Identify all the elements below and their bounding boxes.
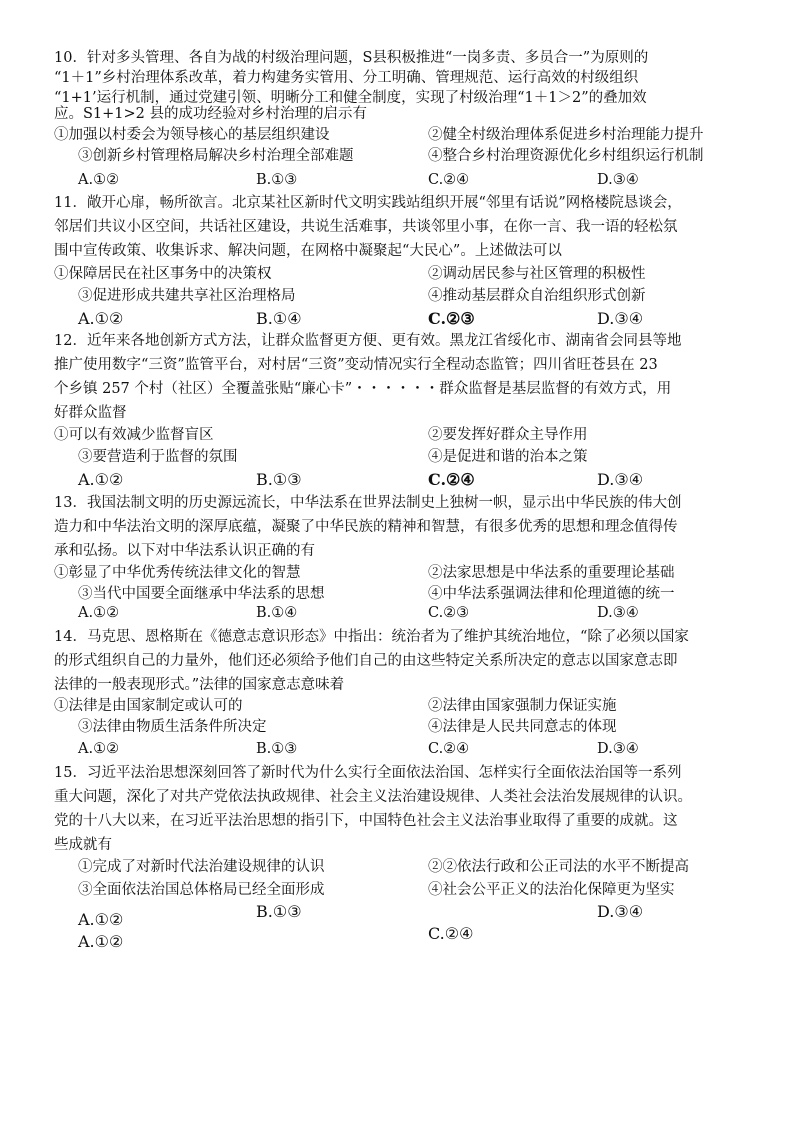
- q10-choice-d: D.③④: [597, 172, 639, 188]
- q10-stem-line: “1＋1”乡村治理体系改革，着力构建务实管用、分工明确、管理规范、运行高效的村级组织: [54, 70, 639, 86]
- q12-option-3: ③要营造利于监督的氛围: [78, 449, 238, 465]
- q11-choice-b: B.①④: [256, 309, 302, 328]
- q14-choice-a: A.①②: [78, 741, 120, 757]
- q14-choice-c: C.②④: [428, 741, 470, 757]
- q15-choice-b: B.①③: [256, 902, 302, 921]
- q13-option-2: ②法家思想是中华法系的重要理论基础: [428, 565, 675, 581]
- q15-choice-a: A.①②: [78, 910, 124, 929]
- q13-choice-b: B.①④: [256, 605, 298, 621]
- q15-stem-line: 党的十八大以来，在习近平法治思想的指引下，中国特色社会主义法治事业取得了重要的成就。这: [54, 813, 678, 829]
- q12-option-1: ①可以有效减少监督盲区: [54, 427, 214, 443]
- q12-choice-b: B.①③: [256, 470, 302, 489]
- q13-stem-line: 承和弘扬。以下对中华法系认识正确的有: [54, 543, 315, 559]
- q12-option-2: ②要发挥好群众主导作用: [428, 427, 588, 443]
- q10-option-3: ③创新乡村管理格局解决乡村治理全部难题: [78, 148, 354, 164]
- q13-stem-line: 13．我国法制文明的历史源远流长，中华法系在世界法制史上独树一帜，显示出中华民族的伟大创: [54, 495, 682, 511]
- q15-option-4: ④社会公平正义的法治化保障更为坚实: [428, 882, 675, 898]
- q11-option-1: ①保障居民在社区事务中的决策权: [54, 266, 272, 282]
- q10-choice-c: C.②④: [428, 172, 470, 188]
- q10-choice-a: A.①②: [78, 172, 120, 188]
- q11-stem-line: 围中宣传政策、收集诉求、解决问题，在网格中凝聚起“大民心”。上述做法可以: [54, 243, 562, 259]
- q10-option-1: ①加强以村委会为领导核心的基层组织建设: [54, 127, 330, 143]
- q11-choice-c: C.②③: [428, 309, 475, 328]
- q15-option-2: ②②依法行政和公正司法的水平不断提高: [428, 859, 689, 875]
- q14-option-2: ②法律由国家强制力保证实施: [428, 698, 617, 714]
- q11-option-2: ②调动居民参与社区管理的积极性: [428, 266, 646, 282]
- q14-choice-d: D.③④: [597, 741, 639, 757]
- q11-stem-line: 11．敞开心扉，畅所欲言。北京某社区新时代文明实践站组织开展“邻里有话说”网格楼院恳谈会，: [54, 195, 682, 211]
- q15-option-1: ①完成了对新时代法治建设规律的认识: [78, 859, 325, 875]
- q13-choice-d: D.③④: [597, 605, 639, 621]
- q13-choice-c: C.②③: [428, 605, 470, 621]
- q13-stem-line: 造力和中华法治文明的深厚底蕴，凝聚了中华民族的精神和智慧，有很多优秀的思想和理念值得传: [54, 519, 678, 535]
- q14-option-4: ④法律是人民共同意志的体现: [428, 719, 617, 735]
- q11-option-3: ③促进形成共建共享社区治理格局: [78, 288, 296, 304]
- q10-stem-line: “1+1’运行机制，通过党建引领、明晰分工和健全制度，实现了村级治理“1＋1＞2”的叠加效: [54, 90, 647, 106]
- q14-stem-line: 的形式组织自己的力量外，他们还必须给予他们自己的由这些特定关系所决定的意志以国家意志即: [54, 653, 678, 669]
- q15-choice-c: C.②④: [428, 924, 474, 943]
- q11-option-4: ④推动基层群众自治组织形式创新: [428, 288, 646, 304]
- q14-stem-line: 14．马克思、恩格斯在《德意志意识形态》中指出：统治者为了维护其统治地位，“除了必须以国家: [54, 629, 689, 645]
- q15-option-3: ③全面依法治国总体格局已经全面形成: [78, 882, 325, 898]
- q13-option-3: ③当代中国要全面继承中华法系的思想: [78, 586, 325, 602]
- q15-stem-line: 15．习近平法治思想深刻回答了新时代为什么实行全面依法治国、怎样实行全面依法治国等一系列: [54, 765, 682, 781]
- q11-stem-line: 邻居们共议小区空间，共话社区建设，共说生活难事，共谈邻里小事，在你一言、我一语的轻松氛: [54, 219, 678, 235]
- q11-choice-a: A.①②: [78, 309, 124, 328]
- q10-stem-line: 10．针对多头管理、各自为战的村级治理问题，S县积极推进“一岗多责、多员合一”为原则的: [54, 50, 649, 66]
- q12-stem-line: 好群众监督: [54, 405, 127, 421]
- q14-option-3: ③法律由物质生活条件所决定: [78, 719, 267, 735]
- q10-stem-line: 应。S1+1>2 县的成功经验对乡村治理的启示有: [54, 106, 368, 122]
- q14-option-1: ①法律是由国家制定或认可的: [54, 698, 243, 714]
- q14-stem-line: 法律的一般表现形式。”法律的国家意志意味着: [54, 677, 345, 693]
- q14-choice-b: B.①③: [256, 741, 298, 757]
- q12-choice-a: A.①②: [78, 470, 124, 489]
- q12-option-4: ④是促进和谐的治本之策: [428, 449, 588, 465]
- q12-stem-line: 推广使用数字“三资”监管平台，对村居“三资”变动情况实行全程动态监管；四川省旺苍县在 23: [54, 357, 658, 373]
- q12-stem-line: 12．近年来各地创新方式方法，让群众监督更方便、更有效。黑龙江省绥化市、湖南省会同县等地: [54, 333, 682, 349]
- q11-choice-d: D.③④: [597, 309, 644, 328]
- q12-choice-d: D.③④: [597, 470, 644, 489]
- q13-option-4: ④中华法系强调法律和伦理道德的统一: [428, 586, 675, 602]
- q12-choice-c: C.②④: [428, 470, 475, 489]
- q15-choice-a-duplicate-clipped: [78, 932, 158, 951]
- q10-option-2: ②健全村级治理体系促进乡村治理能力提升: [428, 127, 704, 143]
- q15-stem-line: 重大问题，深化了对共产党依法执政规律、社会主义法治建设规律、人类社会法治发展规律的认识。: [54, 789, 692, 805]
- q13-choice-a: A.①②: [78, 605, 120, 621]
- q10-choice-b: B.①③: [256, 172, 298, 188]
- q15-stem-line: 些成就有: [54, 837, 112, 853]
- q15-choice-d: D.③④: [597, 902, 644, 921]
- q10-option-4: ④整合乡村治理资源优化乡村组织运行机制: [428, 148, 704, 164]
- q12-stem-line: 个乡镇 257 个村（社区）全覆盖张贴“廉心卡”・・・・・・群众监督是基层监督的有效方式，用: [54, 381, 672, 397]
- q15-choice-a-duplicate: A.①②: [78, 932, 124, 951]
- q13-option-1: ①彰显了中华优秀传统法律文化的智慧: [54, 565, 301, 581]
